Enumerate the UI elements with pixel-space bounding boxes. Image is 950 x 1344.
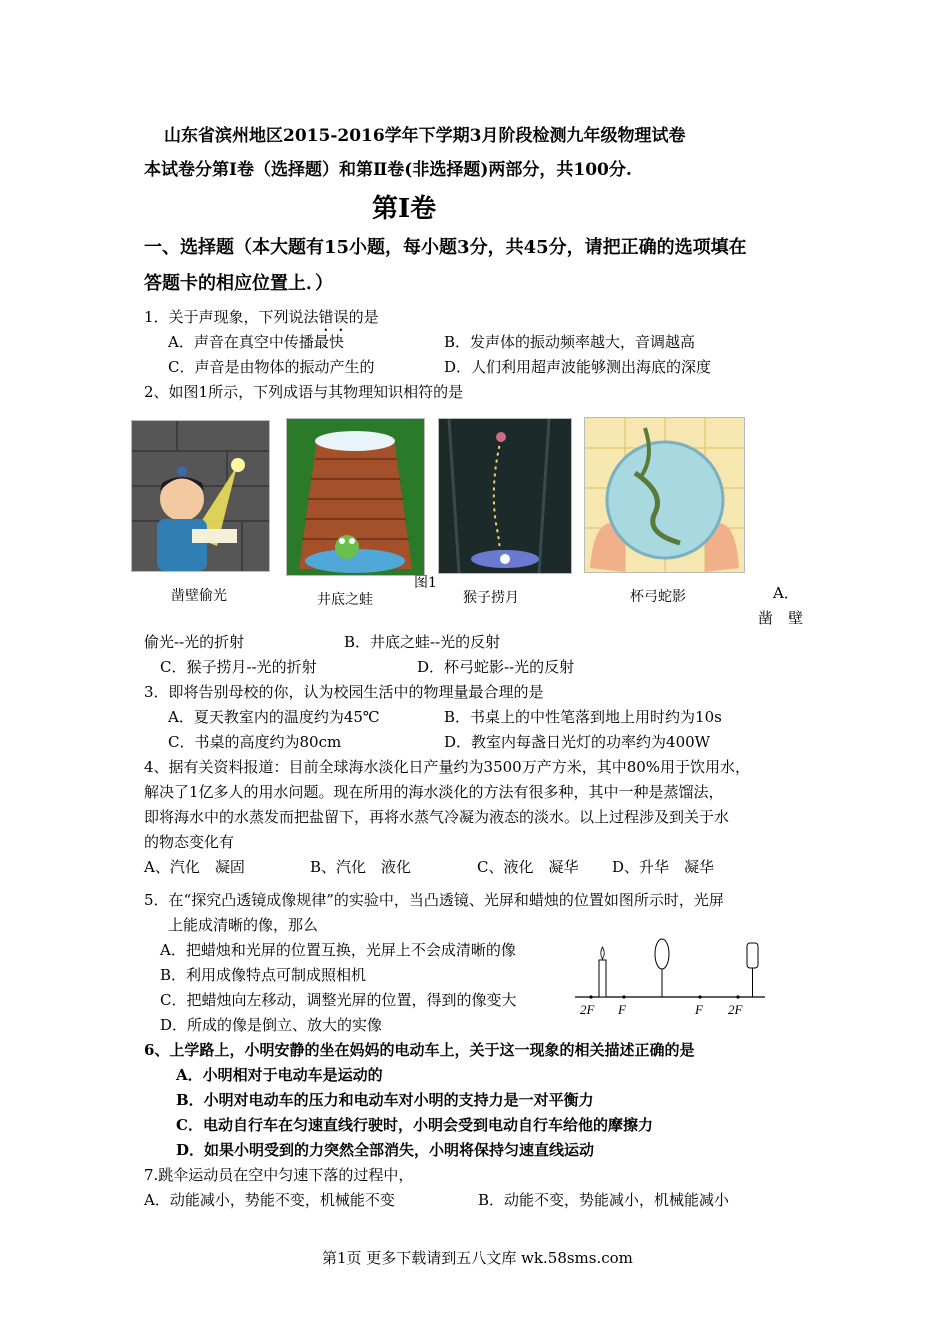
volume-heading: 第Ⅰ卷 (372, 194, 437, 224)
q2-option-b: B．井底之蛙--光的反射 (344, 633, 501, 651)
q4-line1: 4、据有关资料报道：目前全球海水淡化日产量约为3500万产方米，其中80%用于饮用水， (144, 758, 751, 776)
q3-option-b: B．书桌上的中性笔落到地上用时约为10s (444, 708, 722, 726)
lens-diagram (570, 938, 770, 1020)
q2-option-a-part2: 凿 壁 (758, 609, 804, 627)
q5-option-b: B．利用成像特点可制成照相机 (160, 966, 367, 984)
page-footer: 第1页 更多下载请到五八文库 wk.58sms.com (322, 1249, 633, 1267)
q3-option-d: D．教室内每盏日光灯的功率约为400W (444, 733, 711, 751)
q4-option-c: C、液化 凝华 (477, 858, 579, 876)
light-screen-icon (747, 943, 758, 968)
picture-well-frog (286, 418, 425, 576)
picture-cup-snake (584, 417, 745, 573)
q3-stem: 3．即将告别母校的你，认为校园生活中的物理量最合理的是 (144, 683, 544, 701)
q5-option-d: D．所成的像是倒立、放大的实像 (160, 1016, 383, 1034)
q1-emphasis: 错误 (318, 308, 349, 326)
section-heading-line1: 一、选择题（本大题有15小题，每小题3分，共45分，请把正确的选项填在 (144, 237, 747, 258)
q6-option-c: C．电动自行车在匀速直线行驶时，小明会受到电动自行车给他的摩擦力 (176, 1116, 653, 1134)
q7-stem: 7.跳伞运动员在空中匀速下落的过程中， (144, 1166, 414, 1184)
q2-stem: 2、如图1所示，下列成语与其物理知识相符的是 (144, 383, 464, 401)
q5-option-a: A．把蜡烛和光屏的位置互换，光屏上不会成清晰的像 (160, 941, 516, 959)
picture-candle-wall (131, 420, 270, 572)
q4-option-a: A、汽化 凝固 (144, 858, 245, 876)
q2-option-a-part3: 偷光--光的折射 (144, 633, 245, 651)
caption-4: 杯弓蛇影 (630, 589, 686, 605)
exam-intro: 本试卷分第Ⅰ卷（选择题）和第Ⅱ卷(非选择题)两部分，共100分. (144, 160, 632, 180)
q4-option-b: B、汽化 液化 (310, 858, 412, 876)
q1-stem: 1．关于声现象，下列说法错误的是 (144, 308, 379, 326)
q6-option-d: D．如果小明受到的力突然全部消失，小明将保持匀速直线运动 (176, 1141, 595, 1159)
candle-icon (599, 960, 606, 997)
exam-title: 山东省滨州地区2015-2016学年下学期3月阶段检测九年级物理试卷 (164, 126, 686, 146)
q5-option-c: C．把蜡烛向左移动，调整光屏的位置，得到的像变大 (160, 991, 517, 1009)
q3-option-c: C．书桌的高度约为80cm (168, 733, 342, 751)
q6-option-b: B．小明对电动车的压力和电动车对小明的支持力是一对平衡力 (176, 1091, 594, 1109)
q4-option-d: D、升华 凝华 (612, 858, 715, 876)
q5-line2: 上能成清晰的像，那么 (168, 916, 319, 934)
picture-monkey-moon (438, 418, 572, 574)
q6-option-a: A．小明相对于电动车是运动的 (176, 1066, 383, 1084)
q2-option-c: C．猴子捞月--光的折射 (160, 658, 317, 676)
q1-option-d: D．人们利用超声波能够测出海底的深度 (444, 358, 712, 376)
q3-option-a: A．夏天教室内的温度约为45℃ (168, 708, 380, 726)
q1-option-b: B．发声体的振动频率越大，音调越高 (444, 333, 696, 351)
q5-line1: 5．在“探究凸透镜成像规律”的实验中，当凸透镜、光屏和蜡烛的位置如图所示时，光屏 (144, 891, 724, 909)
label-f-right: F (695, 1002, 703, 1017)
convex-lens-icon (655, 939, 669, 969)
caption-1: 凿壁偷光 (171, 588, 227, 604)
q2-option-a-part1: A． (773, 584, 799, 602)
q1-option-a: A．声音在真空中传播最快 (168, 333, 344, 351)
label-2f-left: 2F (580, 1002, 595, 1017)
q2-option-d: D．杯弓蛇影--光的反射 (417, 658, 575, 676)
q1-option-c: C．声音是由物体的振动产生的 (168, 358, 375, 376)
caption-3: 猴子捞月 (463, 590, 519, 606)
section-heading-line2: 答题卡的相应位置上．） (144, 273, 333, 294)
figure-label: 图1 (414, 575, 437, 591)
q6-stem: 6、上学路上，小明安静的坐在妈妈的电动车上，关于这一现象的相关描述正确的是 (144, 1041, 695, 1059)
caption-2: 井底之蛙 (317, 592, 373, 608)
q7-option-a: A．动能减小，势能不变，机械能不变 (144, 1191, 395, 1209)
label-2f-right: 2F (728, 1002, 743, 1017)
q7-option-b: B．动能不变，势能减小，机械能减小 (478, 1191, 730, 1209)
label-f-left: F (618, 1002, 626, 1017)
q4-line4: 的物态变化有 (144, 833, 235, 851)
q4-line3: 即将海水中的水蒸发而把盐留下，再将水蒸气冷凝为液态的淡水。以上过程涉及到关于水 (144, 808, 730, 826)
q4-line2: 解决了1亿多人的用水问题。现在所用的海水淡化的方法有很多种，其中一种是蒸馏法， (144, 783, 724, 801)
